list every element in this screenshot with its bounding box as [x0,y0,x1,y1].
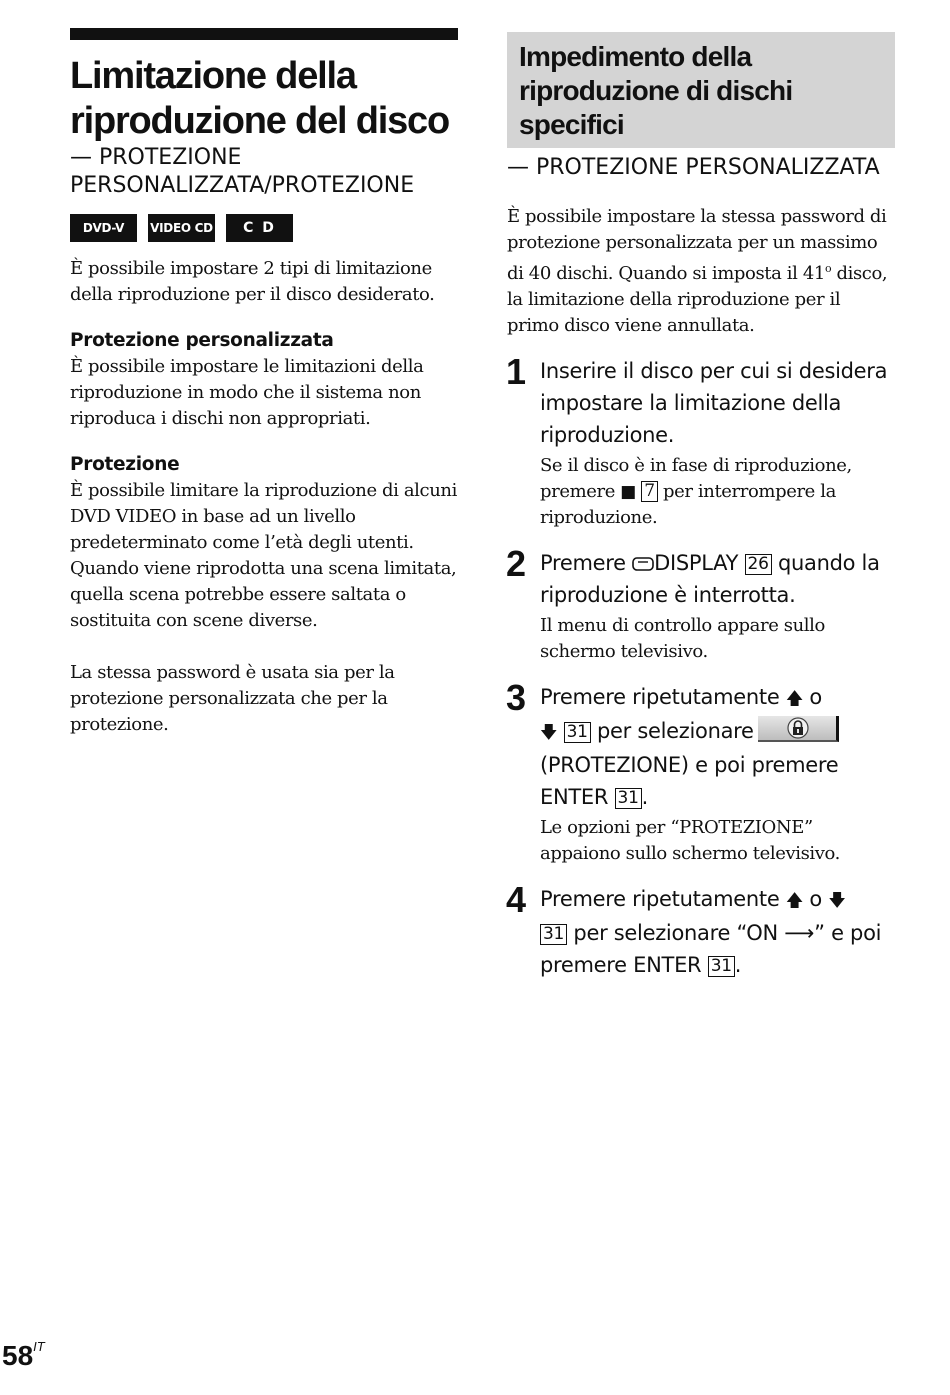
step-instruction-c: ” e poi premere ENTER [540,921,882,977]
step-instruction-b: per selezionare [590,719,754,743]
section-subtitle: — PROTEZIONE PERSONALIZZATA [507,155,880,180]
step-instruction [540,681,895,813]
main-title-line2: riproduzione del disco [70,100,449,142]
step-detail-b: per interrompere la riproduzione. [540,481,836,528]
section-title-line1: Impedimento della [519,41,752,72]
intro-part-a: È possibile impostare la stessa password di protezione personalizzata per un massimo di 40 dischi. Quando si imposta il 41 [507,206,887,284]
step-4 [506,879,895,981]
main-subtitle-line2: PERSONALIZZATA/PROTEZIONE [70,173,415,198]
ref-number: 26 [745,554,772,575]
intro-part-b: disco, la limitazione della riproduzione per il primo disco viene annullata. [507,263,888,336]
section-title-line2: riproduzione di dischi specifici [519,75,793,140]
ref-number: 31 [540,924,567,945]
step-instruction [540,883,895,981]
dvd-v-badge: DVD-V [70,214,137,242]
main-subtitle-line1: — PROTEZIONE [70,145,242,170]
page-number [2,1330,45,1373]
page-number-value: 58 [2,1340,34,1371]
main-subtitle [70,144,458,200]
step-instruction-a: Premere [540,551,633,575]
step-instruction-end: . [734,953,742,977]
right-column [507,32,895,981]
step-2 [506,543,895,665]
up-arrow-icon: 🡅 [785,689,803,709]
ref-number: 31 [564,722,591,743]
page-language-suffix: IT [33,1339,45,1354]
step-instruction-c: (PROTEZIONE) e poi premere ENTER [540,753,839,809]
cd-badge: C D [226,214,293,242]
step-instruction [540,547,895,611]
step-instruction-a: Premere ripetutamente [540,887,786,911]
step-number: 1 [506,351,527,392]
custom-protection-text: È possibile impostare le limitazioni della riproduzione in modo che il sistema non riproduca i dischi non appropriati. [70,356,424,429]
step-number: 2 [506,543,527,584]
step-1 [506,351,895,531]
password-note: La stessa password è usata sia per la protezione personalizzata che per la protezione. [70,662,395,735]
step-instruction-a: Premere ripetutamente [540,685,786,709]
ref-number-enter: 31 [615,788,642,809]
protection-text: È possibile limitare la riproduzione di alcuni DVD VIDEO in base ad un livello predeterminato come l’età degli utenti. Quando viene riprodotta una scena limitata, quella scena potrebbe essere saltata o sostituita con scene diverse. [70,480,457,631]
section-title-box [507,32,895,148]
step-detail-a: Se il disco è in fase di riproduzione, premere [540,455,852,502]
step-instruction-b: quando la riproduzione è interrotta. [540,551,880,607]
step-number: 4 [506,879,527,920]
display-label: DISPLAY [654,551,739,575]
section-intro [507,204,895,339]
down-arrow-icon: 🡇 [828,891,846,911]
step-detail: Le opzioni per “PROTEZIONE” appaiono sullo schermo televisivo. [540,817,840,864]
step-detail: Il menu di controllo appare sullo schermo televisivo. [540,615,825,662]
step-3 [506,677,895,867]
main-title-line1: Limitazione della [70,55,356,97]
protection-heading: Protezione [70,454,180,475]
step-instruction-end: . [641,785,648,809]
down-arrow-icon: 🡇 [540,723,558,743]
lock-icon [758,716,839,742]
or-word: o [803,887,829,911]
video-cd-badge: VIDEO CD [148,214,215,242]
title-rule [70,28,458,40]
right-arrow-icon: ⟶ [784,921,815,945]
intro-paragraph: È possibile impostare 2 tipi di limitazione della riproduzione per il disco desiderato. [70,258,435,305]
main-title [70,54,458,144]
step-instruction-b: per selezionare “ON [567,921,785,945]
left-column [70,28,458,738]
step-detail [540,453,895,531]
step-number: 3 [506,677,527,718]
display-button-icon [632,551,654,575]
ref-number-enter: 31 [708,956,735,977]
or-word: o [803,685,822,709]
up-arrow-icon: 🡅 [785,891,803,911]
custom-protection-heading: Protezione personalizzata [70,330,334,351]
ref-number: 7 [641,481,657,502]
step-instruction: Inserire il disco per cui si desidera impostare la limitazione della riproduzione. [540,359,888,447]
disc-type-badges [70,214,458,242]
intro-ordinal: o [824,262,832,275]
stop-icon: ■ [620,482,636,502]
